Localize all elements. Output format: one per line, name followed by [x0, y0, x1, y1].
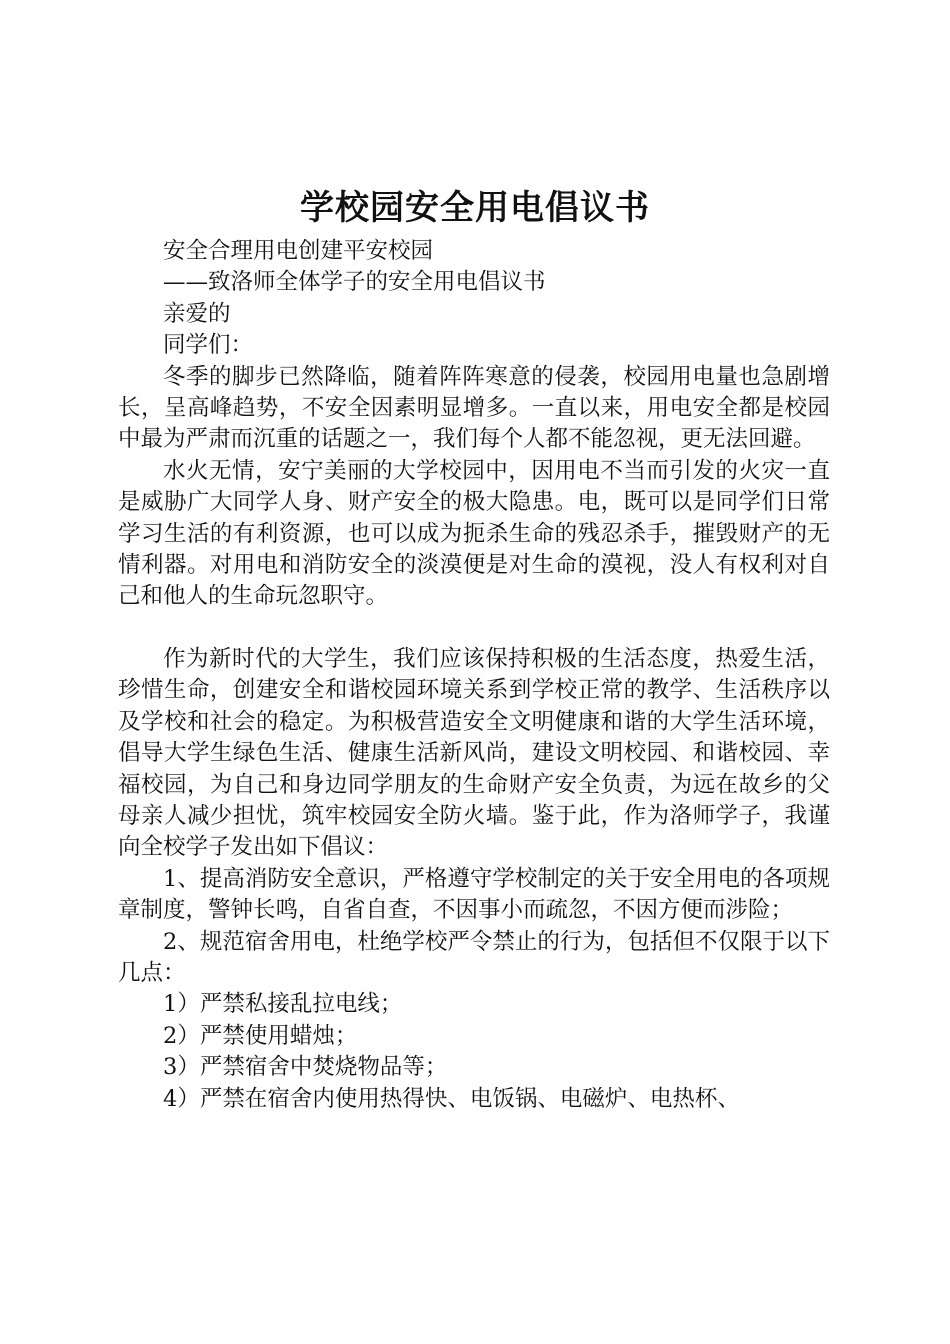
document-title: 学校园安全用电倡议书: [300, 188, 650, 228]
rule-item-3: 3）严禁宿舍中焚烧物品等；: [163, 1054, 448, 1081]
salutation-line-1: 亲爱的: [163, 300, 231, 327]
document-body: [118, 236, 830, 1115]
rule-item-1: 1）严禁私接乱拉电线；: [163, 991, 403, 1018]
proposal-item-2: 2、规范宿舍用电，杜绝学校严令禁止的行为，包括但不仅限于以下几点：: [118, 928, 830, 986]
paragraph-hazard: 水火无情，安宁美丽的大学校园中，因用电不当而引发的火灾一直是威胁广大同学人身、财产安全的极大隐患。电，既可以是同学们日常学习生活的有利资源，也可以成为扼杀生命的残忍杀手，摧毁财产的无情利器。对用电和消防安全的淡漠便是对生命的漠视，没人有权利对自己和他人的生命玩忽职守。: [118, 457, 830, 610]
paragraph-intro: 冬季的脚步已然降临，随着阵阵寒意的侵袭，校园用电量也急剧增长，呈高峰趋势，不安全因素明显增多。一直以来，用电安全都是校园中最为严肃而沉重的话题之一，我们每个人都不能忽视，更无法回避。: [118, 363, 830, 453]
subtitle-dedication: ——致洛师全体学子的安全用电倡议书: [163, 269, 546, 296]
salutation-line-2: 同学们：: [163, 332, 254, 359]
subtitle: 安全合理用电创建平安校园: [163, 238, 434, 264]
rule-item-4: 4）严禁在宿舍内使用热得快、电饭锅、电磁炉、电热杯、: [163, 1085, 740, 1112]
proposal-item-1: 1、提高消防安全意识，严格遵守学校制定的关于安全用电的各项规章制度，警钟长鸣，自省自查，不因事小而疏忽，不因方便而涉险；: [118, 865, 830, 924]
rule-item-2: 2）严禁使用蜡烛；: [163, 1022, 358, 1049]
paragraph-call: 作为新时代的大学生，我们应该保持积极的生活态度，热爱生活，珍惜生命，创建安全和谐校园环境关系到学校正常的教学、生活秩序以及学校和社会的稳定。为积极营造安全文明健康和谐的大学生活环境，倡导大学生绿色生活、健康生活新风尚，建设文明校园、和谐校园、幸福校园，为自己和身边同学朋友的生命财产安全负责，为远在故乡的父母亲人减少担忧，筑牢校园安全防火墙。鉴于此，作为洛师学子，我谨向全校学子发出如下倡议：: [118, 645, 830, 861]
